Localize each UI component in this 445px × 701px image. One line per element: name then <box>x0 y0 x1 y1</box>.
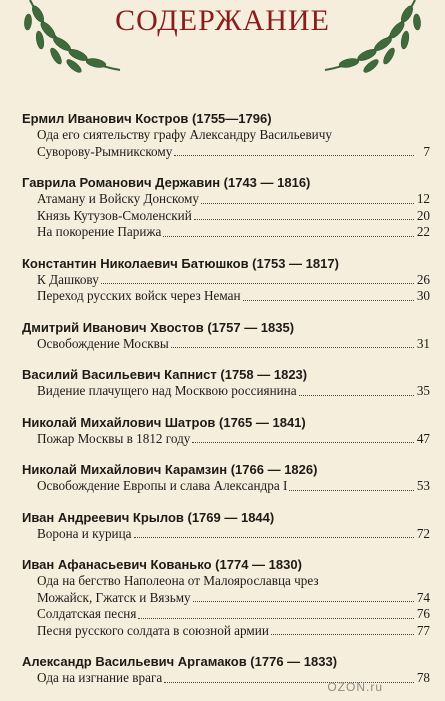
toc-entry[interactable] <box>37 127 430 144</box>
page-title: СОДЕРЖАНИЕ <box>115 4 330 37</box>
toc-section <box>22 509 430 543</box>
toc-entry[interactable] <box>37 478 430 495</box>
page-number: 31 <box>416 335 430 351</box>
entry-title: Освобождение Москвы <box>37 335 169 351</box>
dot-leader <box>138 618 414 619</box>
page-number: 76 <box>416 606 430 621</box>
entry-title: Ода на изгнание врага <box>37 670 163 685</box>
entry-title: Ворона и курица <box>37 525 132 541</box>
page-number: 12 <box>416 191 430 206</box>
toc-section <box>22 556 430 639</box>
entry-title: Ода его сиятельству графу Александру Васильевичу <box>37 127 332 142</box>
toc-entry[interactable] <box>37 272 430 289</box>
dot-leader <box>201 203 414 204</box>
toc-entry[interactable] <box>37 431 430 448</box>
dot-leader <box>174 155 414 156</box>
author-heading: Гаврила Романович Державин (1743 — 1816) <box>22 175 311 190</box>
page-number: 30 <box>416 288 430 303</box>
page-number: 22 <box>416 224 430 239</box>
toc-entry[interactable] <box>37 224 430 241</box>
toc-section <box>22 414 430 448</box>
page-number: 26 <box>416 271 430 287</box>
toc-section <box>22 255 430 305</box>
page-number: 74 <box>416 589 430 605</box>
page-number: 20 <box>416 207 430 223</box>
entry-title: Князь Кутузов-Смоленский <box>37 207 192 223</box>
toc-entry[interactable] <box>37 526 430 543</box>
toc-section <box>22 319 430 353</box>
toc-entry[interactable] <box>37 336 430 353</box>
entry-title: Ода на бегство Наполеона от Малоярославца чрез <box>37 573 319 588</box>
entry-title: К Дашкову <box>37 271 99 287</box>
author-heading: Николай Михайлович Карамзин (1766 — 1826) <box>22 462 318 477</box>
toc-entry[interactable] <box>37 590 430 607</box>
page-number: 78 <box>416 670 430 685</box>
dot-leader <box>192 442 414 443</box>
dot-leader <box>193 601 414 602</box>
author-heading: Ермил Иванович Костров (1755—1796) <box>22 111 272 126</box>
entry-title: Песня русского солдата в союзной армии <box>37 622 269 638</box>
toc-entry[interactable] <box>37 383 430 400</box>
entry-title: На покорение Парижа <box>37 224 162 239</box>
toc-section <box>22 110 430 160</box>
entry-title: Пожар Москвы в 1812 году <box>37 430 191 446</box>
dot-leader <box>243 300 414 301</box>
toc-section <box>22 461 430 495</box>
page-number: 47 <box>416 430 430 446</box>
entry-title: Суворову-Рымникскому <box>37 143 173 159</box>
entry-title: Видение плачущего над Москвою россиянина <box>37 383 297 398</box>
dot-leader <box>101 283 414 284</box>
page-number: 35 <box>416 383 430 398</box>
watermark: OZON.ru <box>327 680 383 694</box>
dot-leader <box>171 347 414 348</box>
page-number: 72 <box>416 525 430 541</box>
author-heading: Константин Николаевич Батюшков (1753 — 1817) <box>22 255 339 271</box>
toc-entry[interactable] <box>37 191 430 208</box>
dot-leader <box>194 219 414 220</box>
toc-entry[interactable] <box>37 208 430 225</box>
author-heading: Николай Михайлович Шатров (1765 — 1841) <box>22 414 306 430</box>
entry-title: Переход русских войск через Неман <box>37 288 241 303</box>
dot-leader <box>289 490 414 491</box>
author-heading: Александр Васильевич Аргамаков (1776 — 1833) <box>22 654 338 669</box>
toc-section <box>22 174 430 241</box>
toc-entry[interactable] <box>37 144 430 161</box>
dot-leader <box>271 634 414 635</box>
page-number: 77 <box>416 622 430 638</box>
author-heading: Иван Афанасьевич Кованько (1774 — 1830) <box>22 557 302 572</box>
entry-title: Солдатская песня <box>37 606 137 621</box>
author-heading: Василий Васильевич Капнист (1758 — 1823) <box>22 367 308 382</box>
toc-entry[interactable] <box>37 288 430 305</box>
toc-entry[interactable] <box>37 573 430 590</box>
entry-title: Освобождение Европы и слава Александра I <box>37 478 288 493</box>
entry-title: Атаману и Войску Донскому <box>37 191 199 206</box>
toc-entry[interactable] <box>37 606 430 623</box>
dot-leader <box>163 236 414 237</box>
toc-section <box>22 366 430 400</box>
toc-entry[interactable] <box>37 623 430 640</box>
entry-title: Можайск, Гжатск и Вязьму <box>37 589 191 605</box>
author-heading: Иван Андреевич Крылов (1769 — 1844) <box>22 509 275 525</box>
page-number: 7 <box>423 143 430 159</box>
table-of-contents <box>22 110 430 701</box>
dot-leader <box>134 537 414 538</box>
dot-leader <box>299 395 414 396</box>
author-heading: Дмитрий Иванович Хвостов (1757 — 1835) <box>22 319 295 335</box>
page-number: 53 <box>416 478 430 493</box>
